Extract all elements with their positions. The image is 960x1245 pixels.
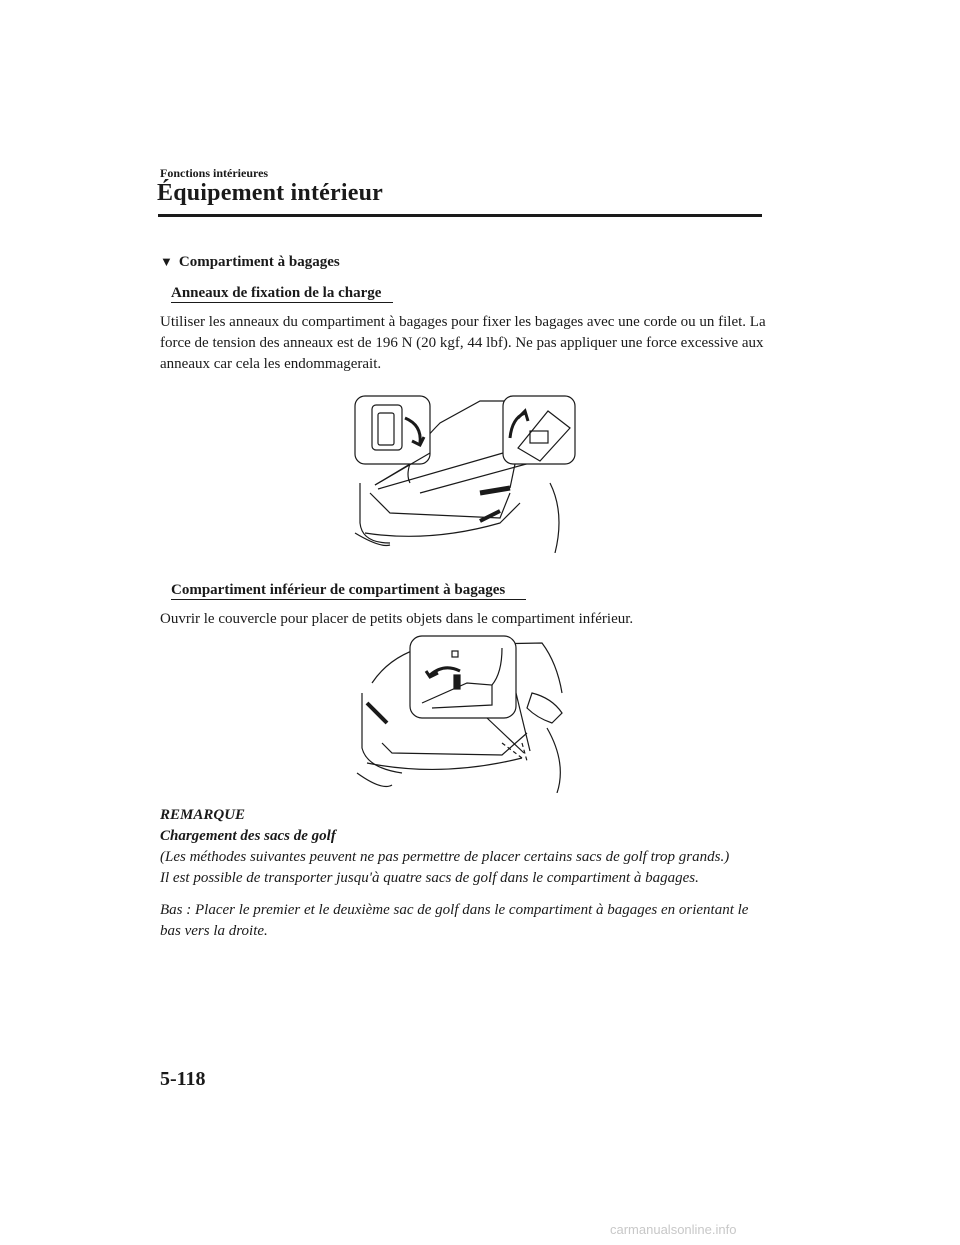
note-gap <box>160 889 770 900</box>
page-title: Équipement intérieur <box>157 180 383 206</box>
title-rule <box>158 214 762 217</box>
sub-trunk-illustration <box>352 633 574 793</box>
trunk-tie-down-illustration <box>350 393 580 553</box>
watermark-link[interactable]: carmanualsonline.info <box>610 1222 737 1237</box>
note-line-1: (Les méthodes suivantes peuvent ne pas permettre de placer certains sacs de golf trop grands.) <box>160 849 730 865</box>
tie-down-subheading-text: Anneaux de fixation de la charge <box>171 285 382 301</box>
section-heading-text: Compartiment à bagages <box>178 254 340 270</box>
note-line-3: Bas : Placer le premier et le deuxième sac de golf dans le compartiment à bagages en orientant le bas vers la droite. <box>160 902 749 939</box>
sub-trunk-underline <box>171 599 526 600</box>
triangle-marker-icon: ▼ <box>160 254 173 269</box>
sub-trunk-subheading-text: Compartiment inférieur de compartiment à bagages <box>171 582 506 598</box>
sub-trunk-subheading <box>171 582 505 599</box>
section-label: Fonctions intérieures <box>160 166 269 180</box>
section-heading <box>160 254 340 271</box>
note-title: Chargement des sacs de golf <box>160 828 336 844</box>
tie-down-subheading <box>171 285 381 302</box>
sub-trunk-paragraph: Ouvrir le couvercle pour placer de petits objets dans le compartiment inférieur. <box>160 611 634 627</box>
page-number: 5-118 <box>160 1068 206 1090</box>
tie-down-underline <box>171 302 393 303</box>
note-block <box>160 805 770 942</box>
tie-down-paragraph: Utiliser les anneaux du compartiment à bagages pour fixer les bagages avec une corde ou un filet. La force de tension des anneaux est de 196 N (20 kgf, 44 lbf). Ne pas appliquer une force excessive aux anneaux car cela les endommagerait. <box>160 314 766 372</box>
note-line-2: Il est possible de transporter jusqu'à quatre sacs de golf dans le compartiment à bagages. <box>160 870 699 886</box>
note-label: REMARQUE <box>160 807 246 823</box>
